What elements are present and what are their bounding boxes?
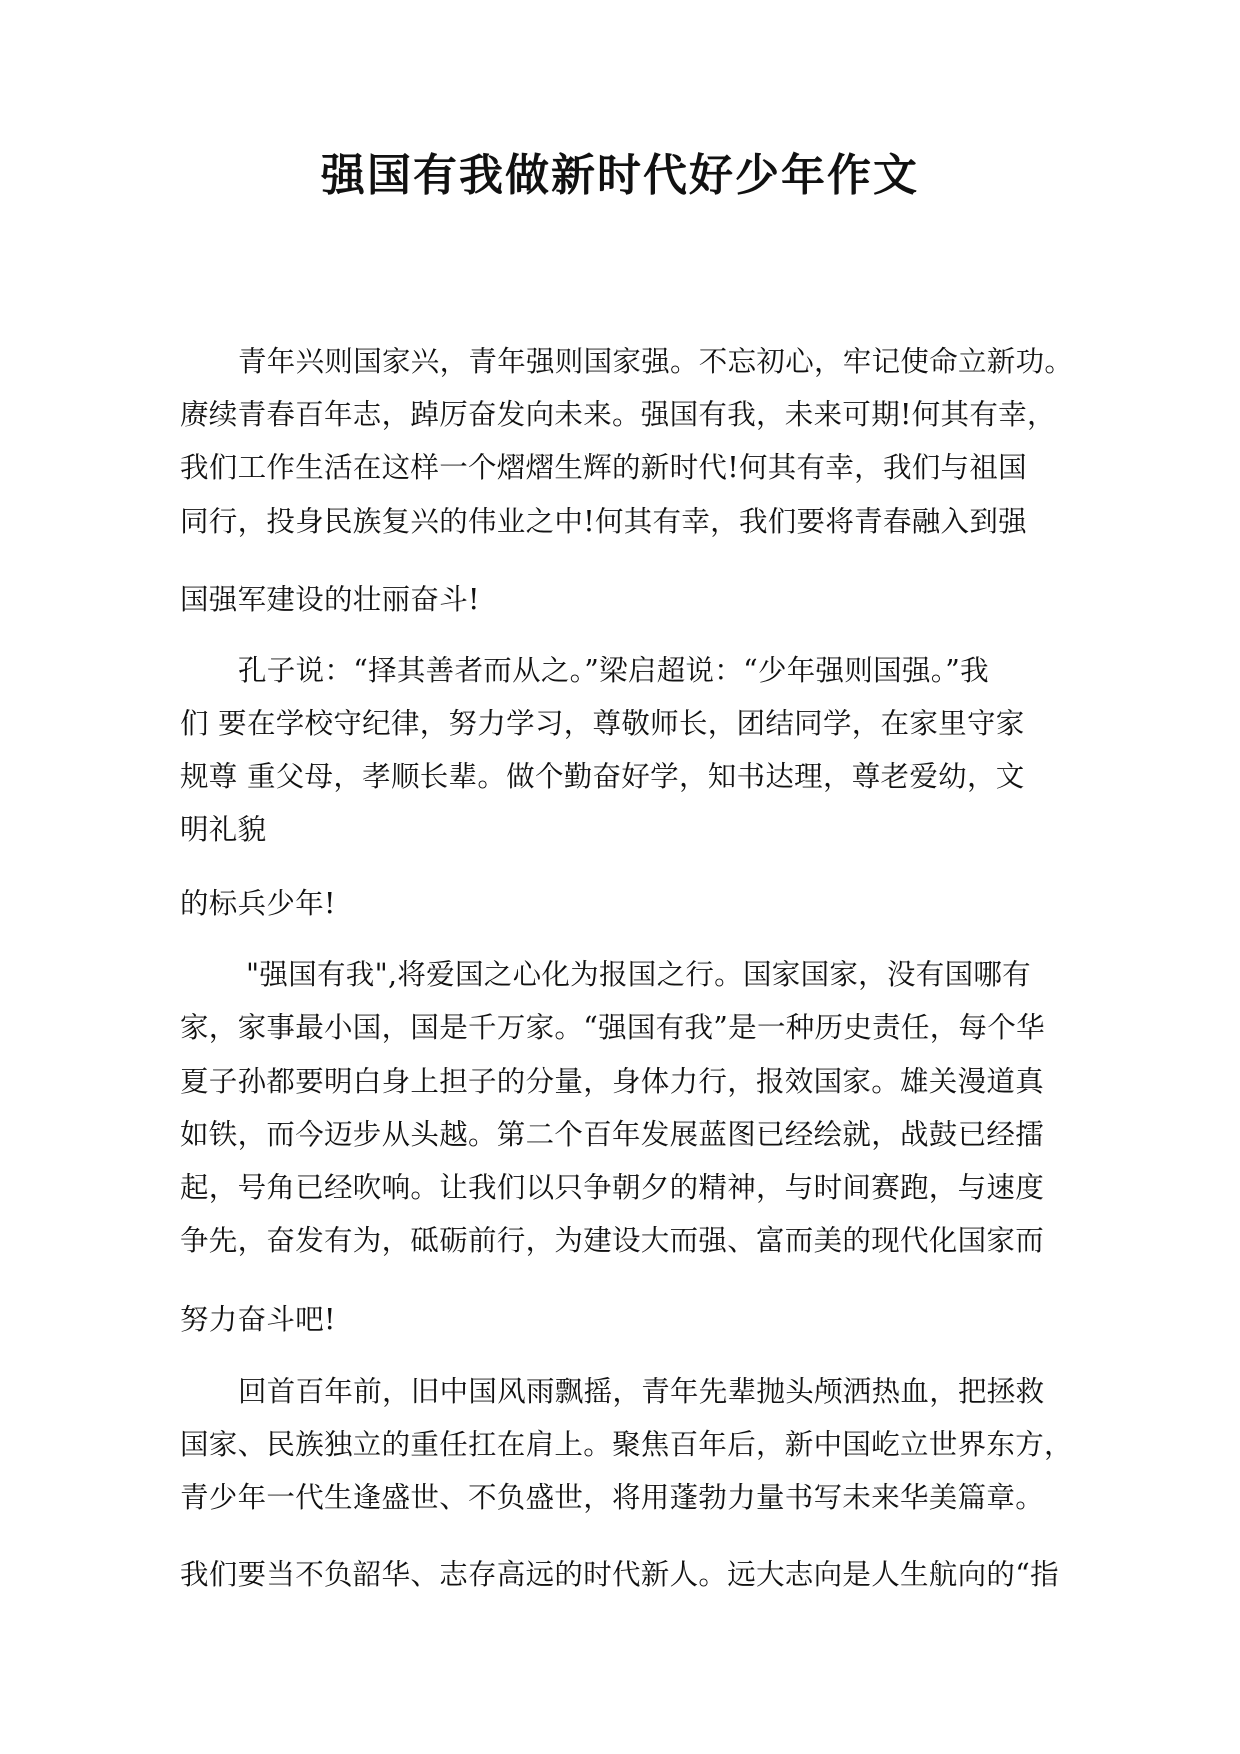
paragraph-1-line-3: 我们工作生活在这样一个熠熠生辉的新时代!何其有幸，我们与祖国 <box>180 451 1027 484</box>
paragraph-1-line-2: 赓续青春百年志，踔厉奋发向未来。强国有我，未来可期!何其有幸， <box>180 398 1056 431</box>
paragraph-2-line-3: 规尊 重父母，孝顺长辈。做个勤奋好学，知书达理，尊老爱幼，文 <box>180 760 1025 793</box>
paragraph-2-line-5: 的标兵少年! <box>180 887 336 920</box>
paragraph-3-line-3: 夏子孙都要明白身上担子的分量，身体力行，报效国家。雄关漫道真 <box>180 1065 1045 1098</box>
paragraph-1-line-1: 青年兴则国家兴，青年强则国家强。不忘初心，牢记使命立新功。 <box>238 345 1074 378</box>
paragraph-4-line-1: 回首百年前，旧中国风雨飘摇，青年先辈抛头颅洒热血，把拯救 <box>238 1375 1045 1408</box>
paragraph-3-line-7: 努力奋斗吧! <box>180 1303 336 1336</box>
paragraph-4-line-3: 青少年一代生逢盛世、不负盛世，将用蓬勃力量书写未来华美篇章。 <box>180 1481 1045 1514</box>
paragraph-3-line-2: 家，家事最小国，国是千万家。“强国有我”是一种历史责任，每个华 <box>180 1011 1045 1044</box>
paragraph-3-line-5: 起，号角已经吹响。让我们以只争朝夕的精神，与时间赛跑，与速度 <box>180 1171 1045 1204</box>
paragraph-1-line-5: 国强军建设的壮丽奋斗! <box>180 583 480 616</box>
paragraph-2-line-2: 们 要在学校守纪律，努力学习，尊敬师长，团结同学，在家里守家 <box>180 707 1025 740</box>
paragraph-3-line-1: "强国有我",将爱国之心化为报国之行。国家国家，没有国哪有 <box>246 958 1031 991</box>
paragraph-4-line-2: 国家、民族独立的重任扛在肩上。聚焦百年后，新中国屹立世界东方， <box>180 1428 1073 1461</box>
paragraph-2-line-1: 孔子说：“择其善者而从之。”梁启超说：“少年强则国强。”我 <box>238 654 989 687</box>
paragraph-4-line-4: 我们要当不负韶华、志存高远的时代新人。远大志向是人生航向的“指 <box>180 1558 1059 1591</box>
paragraph-1-line-4: 同行，投身民族复兴的伟业之中!何其有幸，我们要将青春融入到强 <box>180 505 1027 538</box>
paragraph-3-line-6: 争先，奋发有为，砥砺前行，为建设大而强、富而美的现代化国家而 <box>180 1224 1045 1257</box>
paragraph-3-line-4: 如铁，而今迈步从头越。第二个百年发展蓝图已经绘就，战鼓已经擂 <box>180 1118 1045 1151</box>
paragraph-2-line-4: 明礼貌 <box>180 813 267 846</box>
document-title: 强国有我做新时代好少年作文 <box>321 150 919 201</box>
